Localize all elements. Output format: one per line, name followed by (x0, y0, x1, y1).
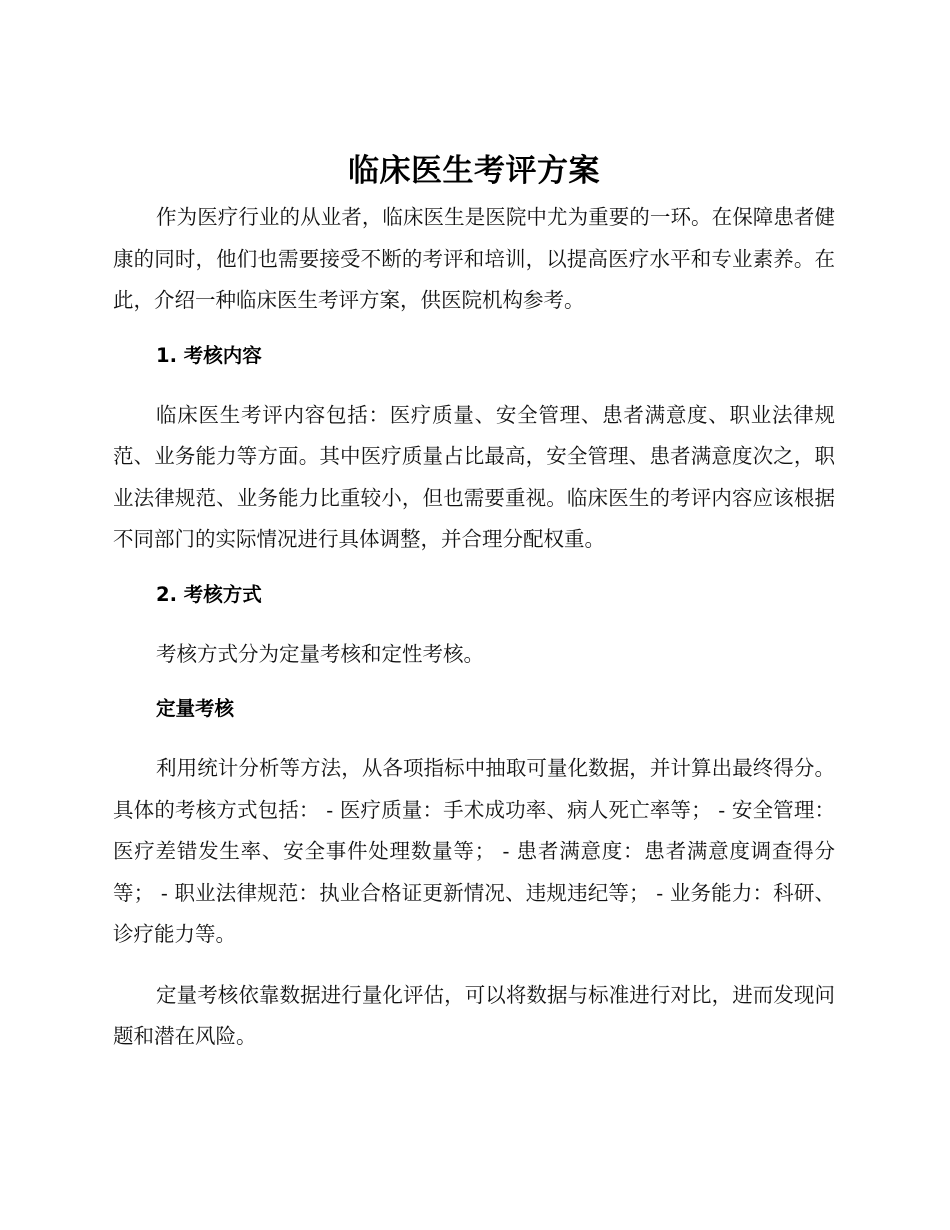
section-heading-method: 2. 考核方式 (156, 582, 262, 606)
document-title: 临床医生考评方案 (348, 153, 600, 189)
section-heading-content: 1. 考核内容 (156, 343, 262, 367)
quantitative-paragraph-1: 利用统计分析等方法，从各项指标中抽取可量化数据，并计算出最终得分。具体的考核方式包括： - 医疗质量：手术成功率、病人死亡率等； - 安全管理：医疗差错发生率、安全事件处理数量等； - 患者满意度：患者满意度调查得分等； - 职业法律规范：执业合格证更新情况、违规违纪等； - 业务能力：科研、诊疗能力等。 (113, 756, 835, 946)
spacer (113, 610, 835, 634)
section-method-paragraph: 考核方式分为定量考核和定性考核。 (156, 641, 485, 666)
document-page (113, 145, 835, 1058)
quantitative-paragraph-2: 定量考核依靠数据进行量化评估，可以将数据与标准进行对比，进而发现问题和潜在风险。 (113, 982, 835, 1048)
spacer (113, 675, 835, 694)
spacer (113, 371, 835, 395)
spacer (113, 724, 835, 748)
spacer (113, 956, 835, 975)
section-content-paragraph: 临床医生考评内容包括：医疗质量、安全管理、患者满意度、职业法律规范、业务能力等方面。其中医疗质量占比最高，安全管理、患者满意度次之，职业法律规范、业务能力比重较小，但也需要重视。临床医生的考评内容应该根据不同部门的实际情况进行具体调整，并合理分配权重。 (113, 402, 835, 551)
spacer (113, 322, 835, 341)
spacer (113, 561, 835, 580)
intro-paragraph: 作为医疗行业的从业者，临床医生是医院中尤为重要的一环。在保障患者健康的同时，他们也需要接受不断的考评和培训，以提高医疗水平和专业素养。在此，介绍一种临床医生考评方案，供医院机构参考。 (113, 205, 835, 312)
subsection-heading-quantitative: 定量考核 (156, 697, 235, 720)
